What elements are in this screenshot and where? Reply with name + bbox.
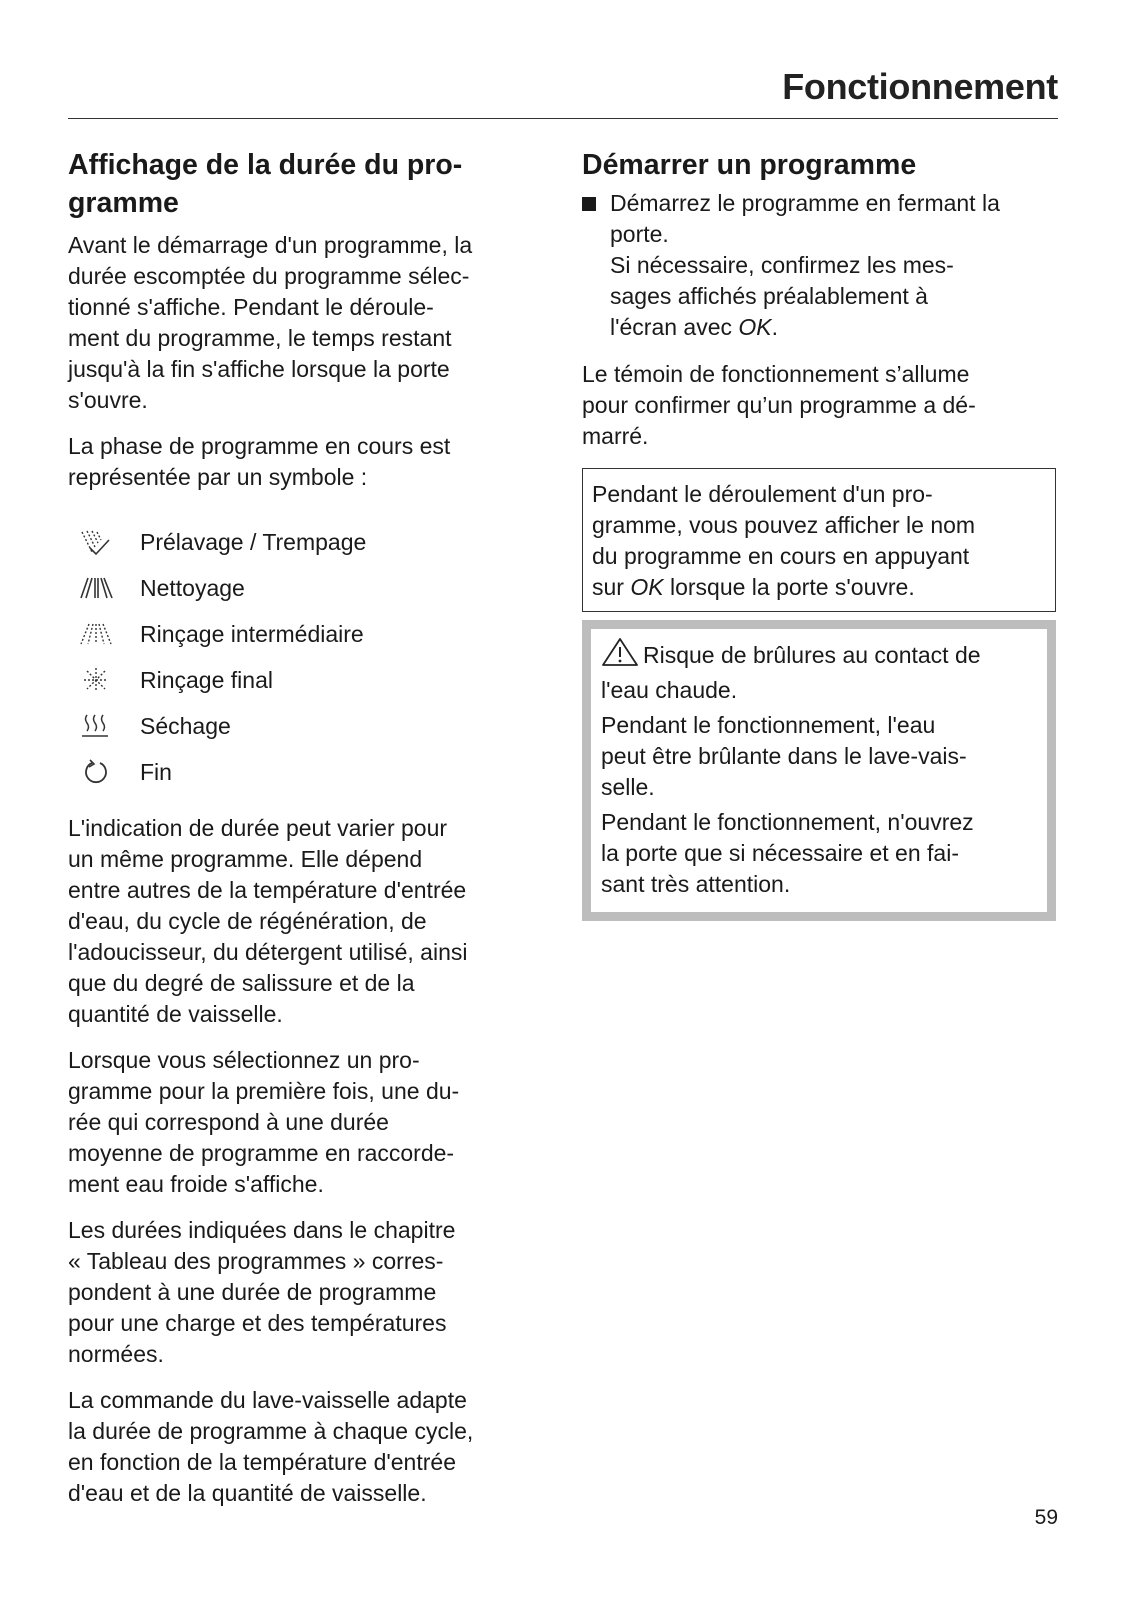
list-item — [68, 749, 553, 795]
list-item — [68, 657, 553, 703]
symbol-label: Fin — [140, 758, 172, 785]
symbol-label: Rinçage final — [140, 666, 273, 693]
paragraph-duration-varies: L'indication de durée peut varier pour un même programme. Elle dépend entre autres de la température d'entrée d'eau, du cycle de régénération, de l'adoucisseur, du détergent utilisé, ainsi que du degré de salissure et de la quantité de vaisselle. — [68, 815, 468, 1027]
final-rinse-icon — [68, 666, 140, 694]
heading-line: gramme — [68, 187, 179, 219]
paragraph-durations-table: Les durées indiquées dans le chapitre « Tableau des programmes » corres- pondent à une durée de programme pour une charge et des températures normées. — [68, 1217, 456, 1367]
section-heading-duration — [68, 146, 553, 222]
symbol-label: Séchage — [140, 712, 231, 739]
symbol-label: Prélavage / Trempage — [140, 528, 367, 555]
list-item — [68, 703, 553, 749]
page-header-title: Fonctionnement — [782, 66, 1058, 107]
list-item — [68, 519, 553, 565]
warning-paragraph: Pendant le fonctionnement, n'ouvrez la porte que si nécessaire et en fai- sant très attention. — [601, 809, 974, 897]
interim-rinse-icon — [68, 620, 140, 648]
bullet-square-icon — [582, 197, 596, 211]
symbol-label: Nettoyage — [140, 574, 245, 601]
list-item — [68, 565, 553, 611]
page-number: 59 — [1034, 1506, 1058, 1529]
warning-title: Risque de brûlures au contact de l'eau chaude. — [601, 637, 1037, 706]
header-rule — [68, 118, 1058, 119]
warning-paragraph: Pendant le fonctionnement, l'eau peut être brûlante dans le lave-vais- selle. — [601, 712, 967, 800]
warning-triangle-icon — [601, 637, 639, 675]
paragraph-duration-intro: Avant le démarrage d'un programme, la durée escomptée du programme sélec- tionné s'affiche. Pendant le déroule- ment du programme, le temps restant jusqu'à la fin s'affiche lorsque la porte s'ouvre. — [68, 232, 473, 413]
phase-symbol-list — [68, 519, 553, 795]
list-item — [582, 188, 1064, 343]
heading-line: Affichage de la durée du pro- — [68, 149, 463, 181]
info-box: Pendant le déroulement d'un pro- gramme, vous pouvez afficher le nom du programme en cours en appuyant sur OK lorsque la porte s'ouvre. — [582, 468, 1056, 612]
right-column — [582, 146, 1064, 921]
section-heading-start: Démarrer un programme — [582, 149, 917, 181]
warning-box — [582, 620, 1056, 921]
paragraph-phase-symbol: La phase de programme en cours est représentée par un symbole : — [68, 433, 451, 490]
finish-icon — [68, 758, 140, 786]
paragraph-control-adapts: La commande du lave-vaisselle adapte la durée de programme à chaque cycle, en fonction de la température d'entrée d'eau et de la quantité de vaisselle. — [68, 1387, 474, 1506]
paragraph-first-selection: Lorsque vous sélectionnez un pro- gramme pour la première fois, une du- rée qui correspond à une durée moyenne de programme en raccorde- ment eau froide s'affiche. — [68, 1047, 460, 1197]
list-item — [68, 611, 553, 657]
bullet-text: Démarrez le programme en fermant la porte. Si nécessaire, confirmez les mes- sages affichés préalablement à l'écran avec OK. — [610, 190, 1000, 340]
prewash-icon — [68, 528, 140, 556]
left-column — [68, 146, 553, 1524]
main-wash-icon — [68, 574, 140, 602]
paragraph-indicator: Le témoin de fonctionnement s’allume pour confirmer qu’un programme a dé- marré. — [582, 361, 976, 449]
drying-icon — [68, 712, 140, 740]
symbol-label: Rinçage intermédiaire — [140, 620, 364, 647]
